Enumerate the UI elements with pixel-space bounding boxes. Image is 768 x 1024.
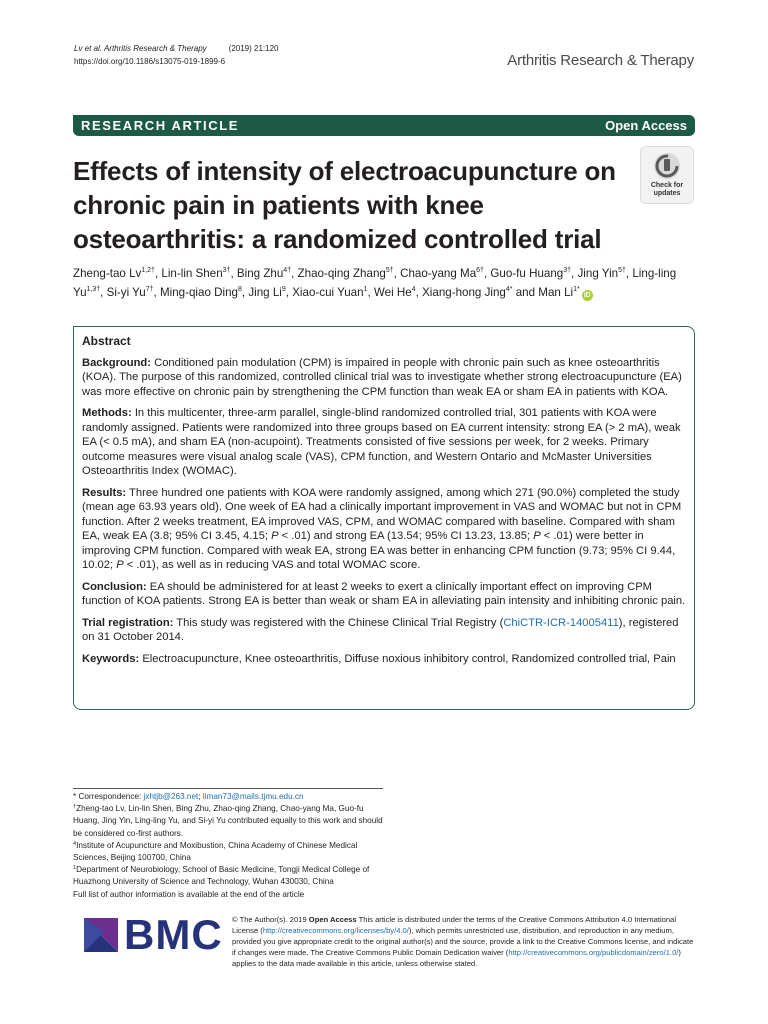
article-type-label: RESEARCH ARTICLE bbox=[81, 118, 240, 133]
author[interactable] bbox=[292, 286, 367, 299]
abstract-box bbox=[73, 326, 695, 710]
affiliation-1-text: Department of Neurobiology, School of Basic Medicine, Tongji Medical College of Huazhong University of Science and Technology, Wuhan 430030, China bbox=[73, 865, 370, 887]
results-text-b: < .01) and strong EA (13.54; 95% CI 13.23, 13.85; bbox=[278, 530, 534, 542]
author[interactable] bbox=[107, 286, 154, 299]
author-separator: , bbox=[415, 286, 423, 299]
citation-line bbox=[74, 42, 278, 55]
open-access-label: Open Access bbox=[605, 118, 687, 133]
trial-text-a: This study was registered with the Chinese Clinical Trial Registry ( bbox=[176, 616, 504, 629]
p-value-symbol: P bbox=[533, 530, 541, 542]
author[interactable] bbox=[490, 267, 571, 280]
author-affiliation-sup: 6† bbox=[476, 267, 484, 274]
doi-link[interactable]: https://doi.org/10.1186/s13075-019-1899-6 bbox=[74, 57, 226, 66]
p-value-symbol: P bbox=[271, 530, 279, 542]
author-name: Chao-yang Ma bbox=[400, 267, 477, 280]
author[interactable] bbox=[374, 286, 416, 299]
license-text-c: ), which permits unrestricted use, distribution, and reproduction in any medium, provided you give appropriate credit to the original author(s) and the source, provide a link to the Creative Commons license, and indicate if changes were made. The Creative Commons Public Domain Dedication waiver ( bbox=[232, 925, 694, 957]
correspondence bbox=[73, 791, 383, 803]
footnotes bbox=[73, 788, 383, 901]
conclusion-text: EA should be administered for at least 2 weeks to exert a clinically important effect on improving CPM function of KOA patients. Strong EA is better than weak or sham EA in alleviating pain intensity and inhibiting chronic pain. bbox=[82, 580, 686, 607]
affiliation-1 bbox=[73, 864, 383, 888]
author-list bbox=[73, 264, 697, 302]
journal-name: Arthritis Research & Therapy bbox=[507, 52, 694, 69]
orcid-icon[interactable]: iD bbox=[583, 292, 591, 299]
author-separator: , bbox=[154, 267, 162, 280]
license-copyright: © The Author(s). 2019 bbox=[232, 915, 309, 924]
author-name: Bing Zhu bbox=[236, 267, 284, 280]
article-type-banner bbox=[73, 115, 695, 136]
author[interactable] bbox=[538, 286, 579, 299]
check-for-updates-icon bbox=[653, 152, 681, 180]
author-name: Si-yi Yu bbox=[106, 286, 146, 299]
abstract-results bbox=[82, 486, 686, 573]
citation-header bbox=[74, 42, 278, 68]
trial-text-b: ), registered on 31 October 2014. bbox=[82, 616, 679, 643]
affiliation-4 bbox=[73, 840, 383, 864]
abstract-trial-registration bbox=[82, 616, 686, 645]
keywords-label: Keywords: bbox=[82, 652, 140, 665]
author[interactable] bbox=[248, 286, 285, 299]
author-separator: , bbox=[625, 267, 633, 280]
author-separator: , bbox=[571, 267, 578, 280]
article-title: Effects of intensity of electroacupuncture on chronic pain in patients with knee osteoarthritis: a randomized controlled trial bbox=[73, 156, 616, 254]
correspondence-email-1[interactable]: jxhtjb@263.net bbox=[143, 792, 199, 801]
p-value-symbol: P bbox=[116, 559, 124, 571]
author-name: Lin-lin Shen bbox=[161, 267, 223, 280]
author-affiliation-sup: 3† bbox=[222, 267, 231, 274]
conclusion-label: Conclusion: bbox=[82, 580, 147, 593]
author-affiliation-sup: 5† bbox=[385, 267, 394, 274]
methods-text: In this multicenter, three-arm parallel, single-blind randomized controlled trial, 301 patients with KOA were randomly assigned. Patients were randomized into three groups based on EA current intensity: strong EA (> 2 mA), weak EA (< 0.5 mA), and sham EA (non-acupoint). Treatments consisted of five sessions per week, for 2 weeks. Primary outcome measures were visual analog scale (VAS), CPM function, and Western Ontario and McMaster Universities Osteoarthritis Index (WOMAC). bbox=[82, 407, 681, 477]
bmc-logo bbox=[84, 910, 224, 960]
author-name: Xiang-hong Jing bbox=[422, 286, 506, 299]
author[interactable] bbox=[73, 267, 155, 280]
author-separator: , bbox=[291, 267, 298, 280]
citation-year-volume: (2019) 21:120 bbox=[228, 44, 279, 53]
abstract-keywords bbox=[82, 652, 686, 667]
author-separator: , bbox=[230, 267, 237, 280]
check-for-updates-line2: updates bbox=[653, 190, 681, 197]
affiliation-4-text: Institute of Acupuncture and Moxibustion, China Academy of Chinese Medical Sciences, Beijing 100700, China bbox=[73, 840, 358, 863]
trial-registry-link[interactable]: ChiCTR-ICR-14005411 bbox=[503, 616, 619, 629]
author[interactable] bbox=[400, 267, 484, 280]
results-label: Results: bbox=[82, 486, 127, 499]
cc-by-license-link[interactable]: http://creativecommons.org/licenses/by/4.0/ bbox=[262, 925, 409, 935]
background-text: Conditioned pain modulation (CPM) is impaired in people with chronic pain such as knee osteoarthritis (KOA). The purpose of this randomized, controlled clinical trial was to investigate whether strong electroacupuncture (EA) was more effective on chronic pain by strengthening the CPM function than weak EA or sham EA in patients with KOA. bbox=[82, 356, 682, 398]
check-for-updates-line1: Check for bbox=[650, 182, 684, 189]
full-author-info-note: Full list of author information is available at the end of the article bbox=[73, 889, 305, 899]
background-label: Background: bbox=[82, 356, 151, 369]
author-affiliation-sup: 4 bbox=[411, 286, 416, 293]
license-text-b: This article is distributed under the terms of the Creative Commons Attribution 4.0 International License ( bbox=[232, 915, 677, 935]
license-open-access: Open Access bbox=[308, 915, 357, 924]
author-separator: , bbox=[367, 286, 374, 299]
equal-contribution-note bbox=[73, 803, 383, 840]
author-separator: , bbox=[153, 286, 160, 299]
author[interactable] bbox=[422, 286, 512, 299]
affiliation-4-sup: 4 bbox=[73, 840, 77, 847]
cc-zero-license-link[interactable]: http://creativecommons.org/publicdomain/zero/1.0/ bbox=[508, 947, 679, 957]
author-affiliation-sup: 5† bbox=[618, 267, 626, 274]
correspondence-label: * Correspondence: bbox=[73, 792, 144, 801]
author-affiliation-sup: 9 bbox=[281, 286, 286, 293]
abstract-conclusion bbox=[82, 580, 686, 609]
author-separator: , bbox=[100, 286, 107, 299]
author-name: Zhao-qing Zhang bbox=[297, 267, 386, 280]
abstract-heading: Abstract bbox=[82, 334, 131, 348]
abstract-methods bbox=[82, 406, 686, 479]
author-name: Ming-qiao Ding bbox=[159, 286, 238, 299]
author[interactable] bbox=[298, 267, 394, 280]
author-affiliation-sup: 4* bbox=[505, 286, 513, 293]
author-affiliation-sup: 1 bbox=[363, 286, 368, 293]
check-for-updates-text bbox=[651, 182, 683, 198]
author-name: Man Li bbox=[538, 286, 574, 299]
author-affiliation-sup: 1,3† bbox=[86, 286, 101, 293]
author[interactable] bbox=[578, 267, 626, 280]
author[interactable] bbox=[161, 267, 230, 280]
keywords-text: Electroacupuncture, Knee osteoarthritis, Diffuse noxious inhibitory control, Randomized controlled trial, Pain bbox=[142, 652, 676, 665]
equal-contribution-sup: † bbox=[73, 804, 77, 811]
author-separator: and bbox=[512, 286, 539, 299]
author-separator: , bbox=[285, 286, 293, 299]
results-text-c: < .01) were better in improving CPM function. Compared with weak EA, strong EA was better in enhancing CPM function (9.73; 95% CI 9.44, 10.02; bbox=[82, 530, 676, 571]
citation-journal: Lv et al. Arthritis Research & Therapy bbox=[74, 44, 207, 53]
check-for-updates-badge[interactable] bbox=[640, 146, 694, 204]
bmc-logo-text: BMC bbox=[124, 911, 223, 958]
trial-registration-label: Trial registration: bbox=[82, 616, 174, 629]
author-affiliation-sup: 3† bbox=[563, 267, 572, 274]
results-text-a: Three hundred one patients with KOA were randomly assigned, among which 271 (90.0%) completed the study (mean age 63.93 years old). One week of EA had a clinically important improvement in VAS and WOMAC but not in CPM function. After 2 weeks treatment, EA improved VAS, CPM, and WOMAC compared with baseline. Compared with sham EA, weak EA (3.8; 95% CI 3.45, 4.15; bbox=[82, 486, 682, 542]
author-name: Zheng-tao Lv bbox=[73, 267, 142, 280]
abstract-background bbox=[82, 356, 686, 400]
correspondence-separator: ; bbox=[198, 792, 203, 801]
author-separator: , bbox=[241, 286, 249, 299]
author-affiliation-sup: 1* bbox=[573, 286, 580, 293]
correspondence-email-2[interactable]: liman73@mails.tjmu.edu.cn bbox=[202, 792, 304, 801]
author-name: Jing Yin bbox=[577, 267, 619, 280]
author[interactable] bbox=[237, 267, 291, 280]
author[interactable] bbox=[160, 286, 242, 299]
author-affiliation-sup: 7† bbox=[145, 286, 154, 293]
author-affiliation-sup: 8 bbox=[237, 286, 242, 293]
author-separator: , bbox=[393, 267, 401, 280]
author-name: Guo-fu Huang bbox=[490, 267, 564, 280]
affiliation-1-sup: 1 bbox=[73, 865, 77, 872]
author-name: Xiao-cui Yuan bbox=[292, 286, 364, 299]
license-text-d: ) applies to the data made available in this article, unless otherwise stated. bbox=[232, 947, 681, 968]
equal-contribution-text: Zheng-tao Lv, Lin-lin Shen, Bing Zhu, Zhao-qing Zhang, Chao-yang Ma, Guo-fu Huang, Jing Yin, Ling-ling Yu, and Si-yi Yu contributed equally to this work and should be considered co-first authors. bbox=[73, 804, 383, 838]
author-separator: , bbox=[483, 267, 491, 280]
author-name: Wei He bbox=[373, 286, 412, 299]
bmc-logo-icon bbox=[84, 918, 118, 952]
author-name: Jing Li bbox=[248, 286, 282, 299]
methods-label: Methods: bbox=[82, 407, 132, 419]
license-statement bbox=[232, 915, 698, 970]
author-affiliation-sup: 4† bbox=[283, 267, 292, 274]
results-text-d: < .01), as well as in reducing VAS and total WOMAC score. bbox=[123, 559, 421, 571]
author-name: Ling-ling Yu bbox=[73, 267, 677, 299]
author-affiliation-sup: 1,2† bbox=[141, 267, 155, 274]
